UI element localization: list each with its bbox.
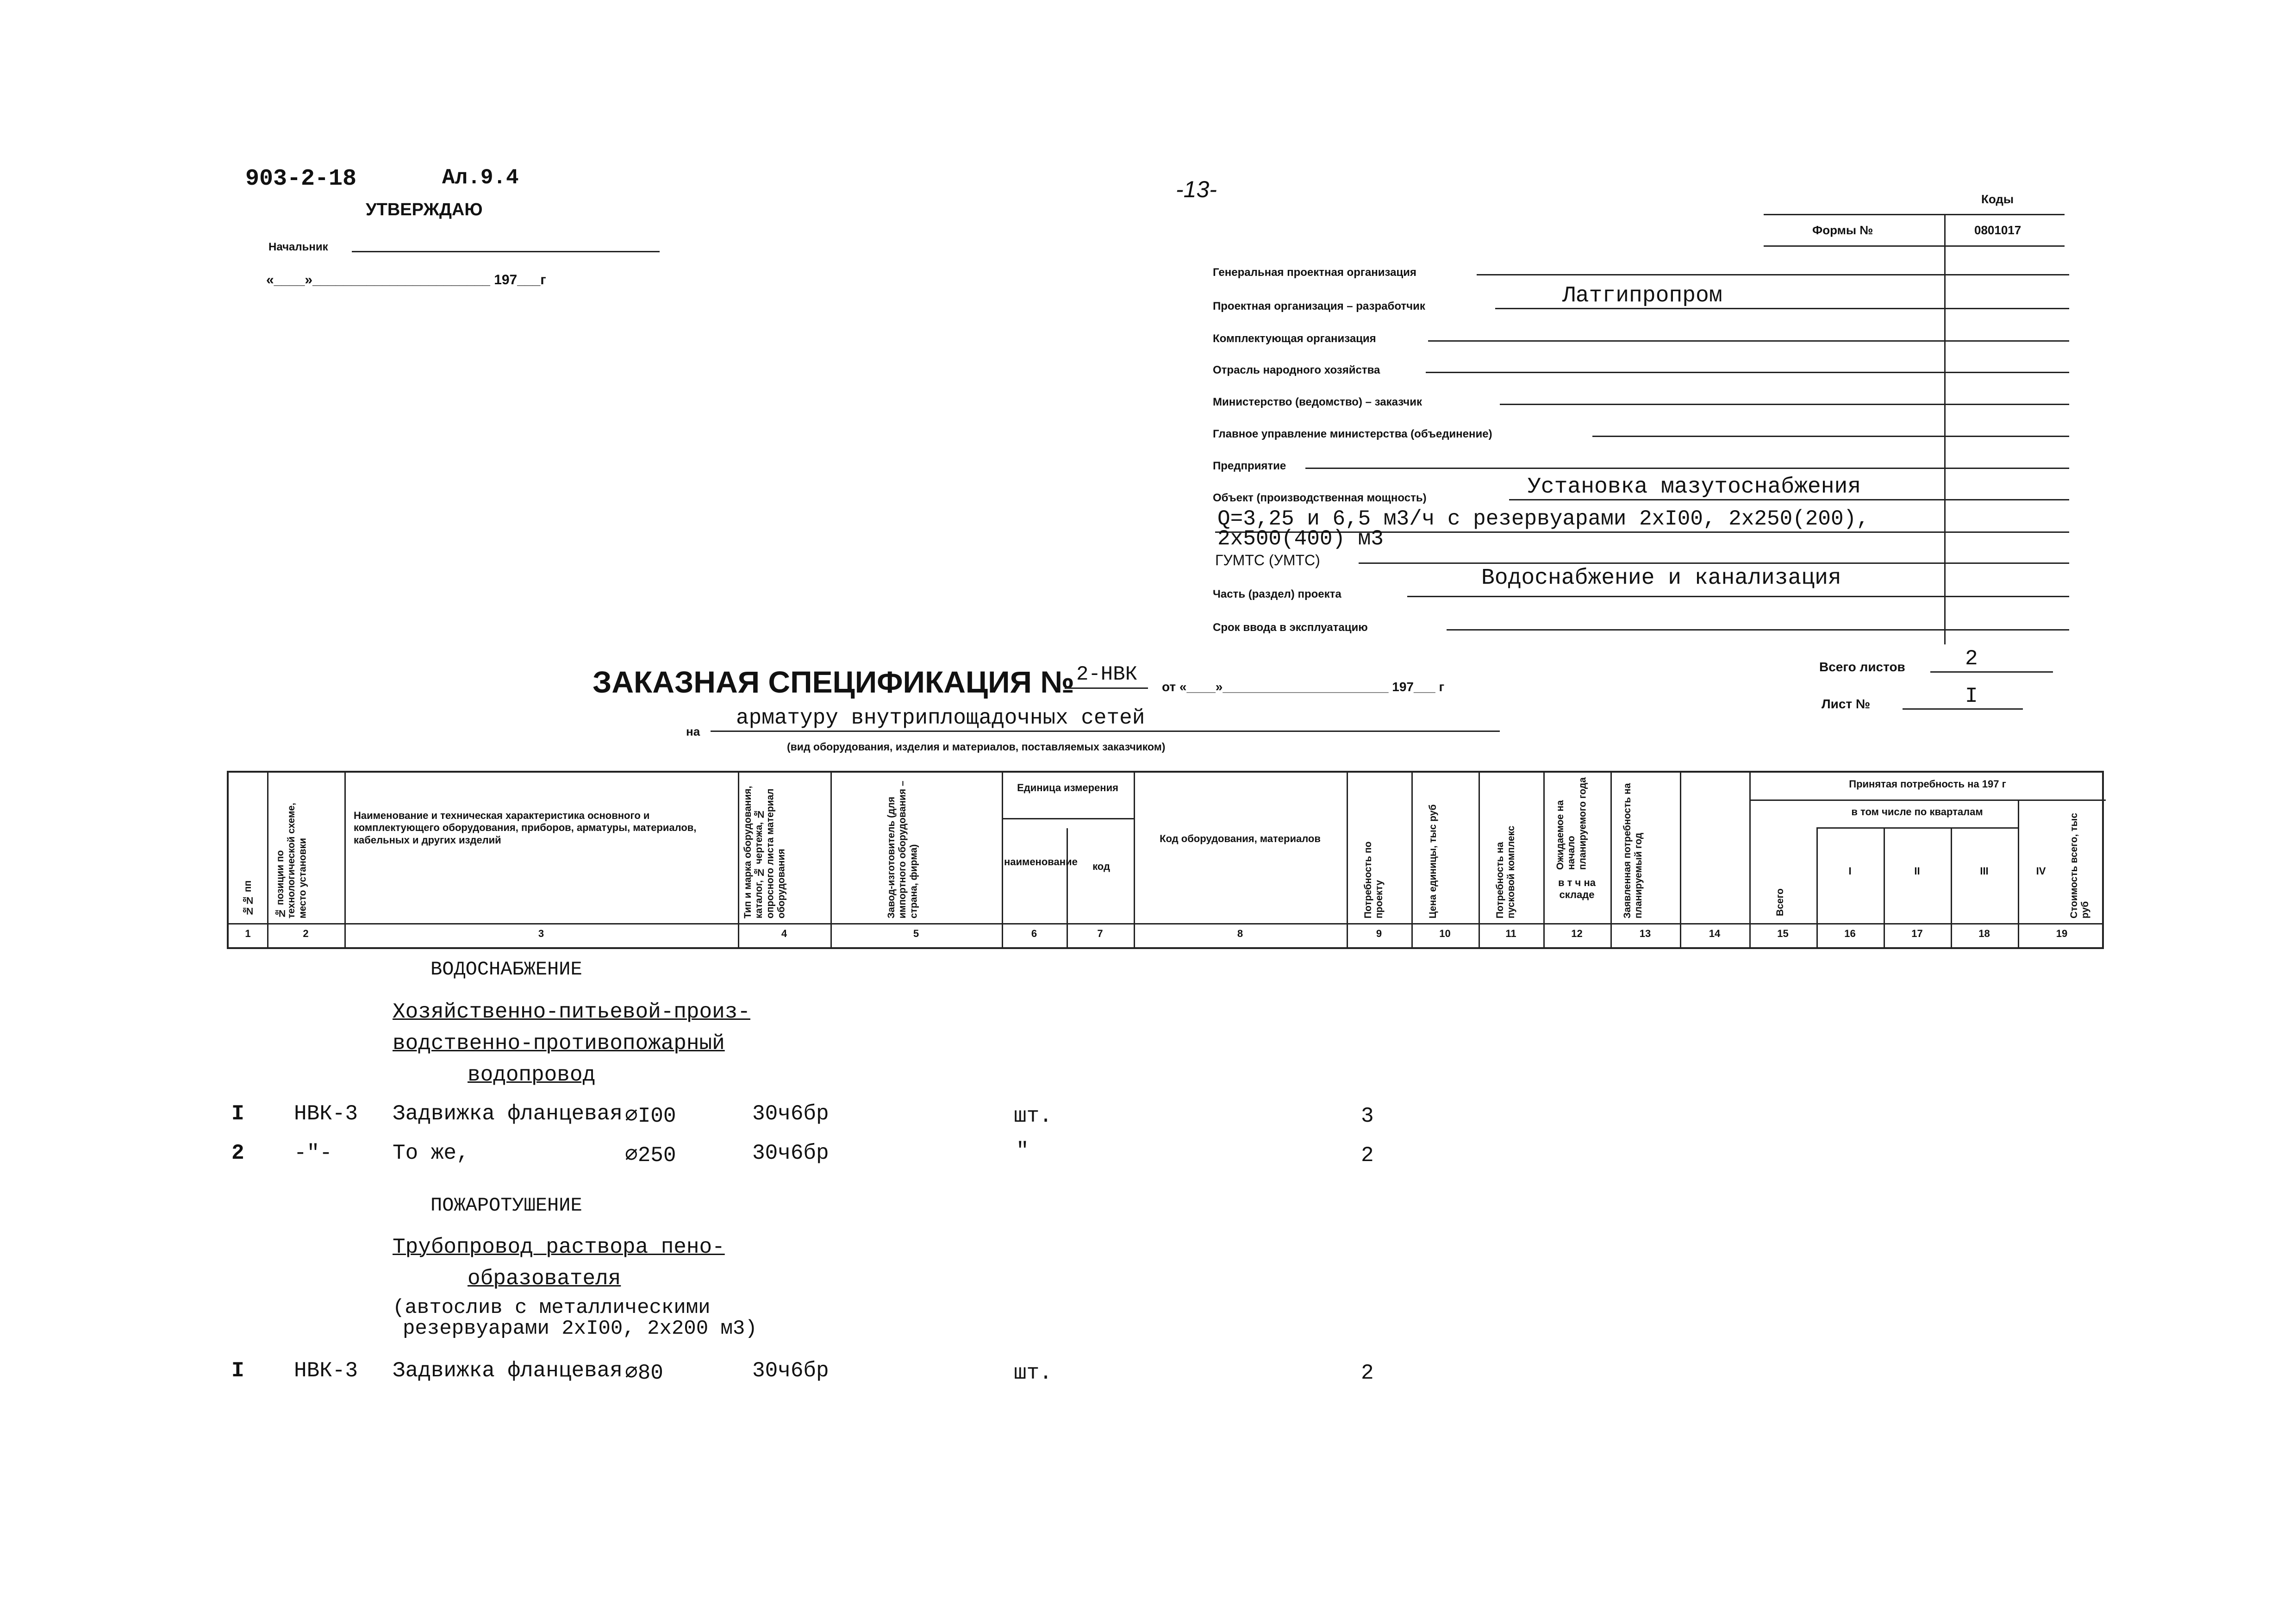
chief-line — [352, 251, 660, 252]
header-col12: Ожидаемое на начало планируемого года — [1555, 777, 1588, 870]
sheet-label: Лист № — [1822, 697, 1871, 711]
col-number: 8 — [1237, 928, 1243, 939]
codes-divider — [1944, 214, 1946, 644]
spec-table-header — [227, 771, 2104, 949]
spec-number: 2-НВК — [1076, 663, 1138, 686]
header-q2: II — [1914, 865, 1920, 877]
field-line — [1477, 274, 2069, 275]
header-col4: Тип и марка оборудования, каталог, № чертежа, № опросного листа материал оборудования — [742, 786, 787, 918]
field-value-project-part: Водоснабжение и канализация — [1481, 566, 1841, 591]
header-q4: IV — [2036, 865, 2046, 877]
form-label: Формы № — [1812, 223, 1873, 237]
row-number: I — [231, 1359, 244, 1383]
field-label-enterprise: Предприятие — [1213, 460, 1286, 472]
field-line — [1592, 436, 2069, 437]
row-name: То же, — [393, 1141, 469, 1165]
field-label-object: Объект (производственная мощность) — [1213, 492, 1427, 504]
row-position: -"- — [294, 1141, 332, 1165]
spec-subject: арматуру внутриплощадочных сетей — [736, 706, 1145, 730]
field-value-object-line2: Q=3,25 и 6,5 м3/ч с резервуарами 2хI00, 2х250(200), — [1217, 507, 1869, 531]
total-sheets-label: Всего листов — [1819, 660, 1905, 674]
header-col1: №№ пп — [243, 880, 253, 916]
header-col7: код — [1092, 861, 1110, 872]
form-code: 0801017 — [1974, 223, 2021, 237]
album-number: Ал.9.4 — [442, 166, 519, 190]
field-label-gumts: ГУМТС (УМТС) — [1215, 552, 1320, 568]
col-number: 14 — [1709, 928, 1721, 939]
field-label-project-part: Часть (раздел) проекта — [1213, 588, 1341, 600]
header-q3: III — [1980, 865, 1989, 877]
row-diameter: ⌀250 — [625, 1143, 676, 1168]
col-number: 18 — [1978, 928, 1990, 939]
field-label-ministry: Министерство (ведомство) – заказчик — [1213, 396, 1422, 408]
field-label-deadline: Срок ввода в эксплуатацию — [1213, 621, 1368, 634]
row-type: 30ч6бр — [752, 1141, 829, 1165]
header-col6: наименование — [1004, 856, 1078, 868]
spec-subject-caption: (вид оборудования, изделия и материалов, поставляемых заказчиком) — [787, 741, 1166, 753]
field-label-industry: Отрасль народного хозяйства — [1213, 364, 1380, 376]
header-col14: Всего — [1775, 888, 1785, 916]
subsection-water-line3: водопровод — [468, 1063, 596, 1087]
page-number: -13- — [1176, 176, 1217, 202]
row-quantity: 2 — [1361, 1361, 1374, 1385]
header-quarters: в том числе по кварталам — [1851, 806, 1983, 818]
codes-top-line — [1764, 214, 2065, 215]
spec-date: от «____»_______________________ 197___ г — [1162, 680, 1445, 694]
spec-na-label: на — [686, 725, 700, 738]
header-q1: I — [1848, 865, 1852, 877]
field-line — [1359, 562, 2069, 564]
approve-label: УТВЕРЖДАЮ — [366, 200, 483, 219]
field-line — [1447, 629, 2069, 631]
spec-subject-line — [711, 731, 1500, 732]
total-sheets-value: 2 — [1965, 647, 1978, 671]
col-number: 7 — [1097, 928, 1103, 939]
row-quantity: 2 — [1361, 1143, 1374, 1168]
field-value-object-line3: 2х500(400) м3 — [1217, 527, 1384, 551]
col-number: 10 — [1439, 928, 1451, 939]
codes-header: Коды — [1981, 192, 2014, 206]
total-sheets-line — [1930, 671, 2053, 673]
field-line — [1305, 468, 2069, 469]
col-number: 19 — [2056, 928, 2068, 939]
subsection-fire-note1: (автослив с металлическими — [393, 1296, 711, 1319]
sheet-value: I — [1965, 684, 1978, 708]
field-label-developer: Проектная организация – разработчик — [1213, 300, 1425, 312]
row-unit: шт. — [1014, 1361, 1052, 1385]
col-number: 16 — [1844, 928, 1856, 939]
field-line — [1407, 596, 2069, 597]
col-number: 9 — [1376, 928, 1382, 939]
sheet-line — [1903, 708, 2023, 710]
field-label-main-dept: Главное управление министерства (объединение) — [1213, 428, 1492, 440]
col-number: 11 — [1505, 928, 1516, 939]
header-col19: Стоимость всего, тыс руб — [2069, 812, 2091, 918]
field-line — [1495, 308, 2069, 309]
row-number: 2 — [231, 1141, 244, 1165]
subsection-water-line2: водственно-противопожарный — [393, 1031, 725, 1056]
row-unit: шт. — [1014, 1104, 1052, 1128]
col-number: 2 — [303, 928, 309, 939]
header-col5: Завод-изготовитель (для импортного оборудования – страна, фирма) — [886, 781, 919, 918]
header-unit: Единица измерения — [1017, 782, 1118, 793]
col-number: 17 — [1911, 928, 1923, 939]
section-fire-fighting: ПОЖАРОТУШЕНИЕ — [430, 1194, 582, 1217]
col-number: 6 — [1031, 928, 1037, 939]
field-value-developer: Латгипропром — [1562, 283, 1722, 308]
subsection-fire-line1: Трубопровод раствора пено- — [393, 1235, 725, 1259]
row-name: Задвижка фланцевая — [393, 1102, 623, 1126]
document-code: 903-2-18 — [245, 166, 357, 192]
field-label-complect-org: Комплектующая организация — [1213, 332, 1376, 345]
field-label-general-org: Генеральная проектная организация — [1213, 266, 1416, 279]
header-col11: Потребность на пусковой комплекс — [1495, 825, 1517, 918]
col-number: 12 — [1571, 928, 1583, 939]
subsection-fire-note2: резервуарами 2хI00, 2х200 м3) — [403, 1317, 757, 1340]
row-position: НВК-3 — [294, 1102, 358, 1126]
col-number: 3 — [538, 928, 544, 939]
row-unit: " — [1016, 1139, 1029, 1163]
field-line — [1428, 340, 2069, 342]
section-water-supply: ВОДОСНАБЖЕНИЕ — [430, 958, 582, 981]
row-name: Задвижка фланцевая — [393, 1359, 623, 1383]
subsection-fire-line2: образователя — [468, 1267, 621, 1291]
header-col12-warehouse: в т ч на складе — [1558, 877, 1596, 901]
approve-date: «____»_______________________ 197___г — [266, 272, 546, 287]
col-number: 15 — [1777, 928, 1789, 939]
header-col3: Наименование и техническая характеристика основного и комплектующего оборудования, приборов, арматуры, материалов, кабельных и других изделий — [354, 810, 697, 846]
field-line — [1426, 372, 2069, 373]
field-value-object: Установка мазутоснабжения — [1528, 475, 1861, 500]
col-number: 13 — [1639, 928, 1651, 939]
row-position: НВК-3 — [294, 1359, 358, 1383]
field-line — [1500, 404, 2069, 405]
col-number: 4 — [781, 928, 787, 939]
header-col8: Код оборудования, материалов — [1160, 833, 1321, 844]
subsection-water-line1: Хозяйственно-питьевой-произ- — [393, 1000, 750, 1024]
spec-number-line — [1065, 687, 1148, 689]
chief-label: Начальник — [268, 241, 328, 253]
row-number: I — [231, 1102, 244, 1126]
field-line — [1509, 499, 2069, 500]
col-number: 1 — [245, 928, 251, 939]
header-col10: Цена единицы, тыс руб — [1428, 804, 1438, 918]
row-diameter: ⌀80 — [625, 1361, 663, 1385]
header-accepted: Принятая потребность на 197 г — [1849, 778, 2006, 790]
row-type: 30ч6бр — [752, 1359, 829, 1383]
header-col13: Заявленная потребность на планируемый год — [1622, 783, 1644, 918]
codes-mid-line — [1764, 245, 2065, 247]
header-col2: № позиции по технологической схеме, место установки — [275, 803, 308, 918]
row-quantity: 3 — [1361, 1104, 1374, 1128]
row-diameter: ⌀I00 — [625, 1104, 676, 1128]
header-col9: Потребность по проекту — [1363, 841, 1385, 918]
row-type: 30ч6бр — [752, 1102, 829, 1126]
spec-title: ЗАКАЗНАЯ СПЕЦИФИКАЦИЯ № — [593, 665, 1074, 699]
col-number: 5 — [913, 928, 919, 939]
